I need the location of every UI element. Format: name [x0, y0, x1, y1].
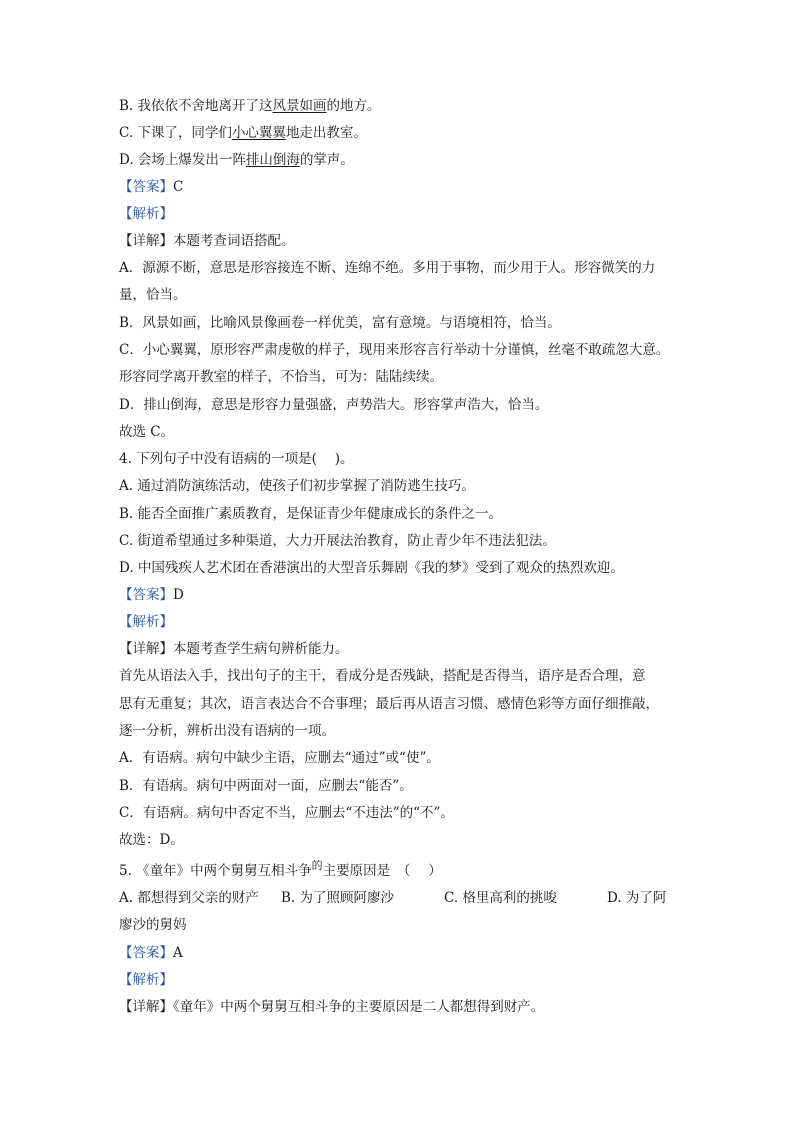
q5-stem: 5. 《童年》中两个舅舅互相斗争$^的$主要原因是 （ ） [119, 859, 442, 879]
q3-explanation-line: C．小心翼翼，原形容严肃虔敬的样子，现用来形容言行举动十分谨慎，丝毫不敢疏忽大意。 [119, 342, 670, 358]
q5-option-b: B. 为了照顾阿廖沙 [281, 890, 395, 906]
q3-explanation-line: A．源源不断，意思是形容接连不断、连绵不绝。多用于事物，而少用于人。形容微笑的力 [119, 260, 656, 276]
q3-option-d: D. 会场上爆发出一阵排山倒海的掌声。 [119, 152, 354, 168]
q4-option-b: B. 能否全面推广素质教育，是保证青少年健康成长的条件之一。 [119, 506, 503, 522]
answer-label: 【答案】 [119, 945, 173, 961]
q4-analysis-label: 【解析】 [119, 614, 173, 630]
q3-conclusion: 故选 C。 [119, 424, 175, 440]
q4-conclusion: 故选：D。 [119, 832, 184, 848]
q5-options-row [119, 888, 666, 908]
q4-explanation-line: 思有无重复；其次，语言表达合不合事理；最后再从语言习惯、感情色彩等方面仔细推敲， [119, 696, 659, 712]
q4-explanation-line: 逐一分析，辨析出没有语病的一项。 [119, 723, 335, 739]
q5-answer: 【答案】A [119, 945, 183, 961]
q3-detail: 【详解】本题考查词语搭配。 [119, 233, 295, 249]
q4-option-d: D. 中国残疾人艺术团在香港演出的大型音乐舞剧《我的梦》受到了观众的热烈欢迎。 [119, 560, 624, 576]
q4-option-a: A. 通过消防演练活动，使孩子们初步掌握了消防逃生技巧。 [119, 478, 475, 494]
q3-analysis-label: 【解析】 [119, 206, 173, 222]
q4-explanation-line: C．有语病。病句中否定不当，应删去“不违法”的“不”。 [119, 805, 454, 821]
q5-option-d-continued: 廖沙的舅妈 [119, 917, 187, 933]
q3-option-b: B. 我依依不舍地离开了这风景如画的地方。 [119, 98, 381, 114]
q3-answer: 【答案】C [119, 179, 184, 195]
detail-label: 【详解】 [119, 233, 173, 249]
q5-detail: 【详解】《童年》中两个舅舅互相斗争的主要原因是二人都想得到财产。 [119, 999, 545, 1015]
q3-explanation-line: B．风景如画，比喻风景像画卷一样优美，富有意境。与语境相符，恰当。 [119, 315, 561, 331]
answer-label: 【答案】 [119, 179, 173, 195]
answer-label: 【答案】 [119, 587, 173, 603]
detail-label: 【详解】 [119, 999, 173, 1015]
q3-explanation-line: D．排山倒海，意思是形容力量强盛，声势浩大。形容掌声浩大，恰当。 [119, 397, 549, 413]
q4-explanation-line: B．有语病。病句中两面对一面，应删去“能否”。 [119, 778, 413, 794]
q4-option-c: C. 街道希望通过多种渠道，大力开展法治教育，防止青少年不违法犯法。 [119, 533, 556, 549]
q5-option-a: A. 都想得到父亲的财产 [119, 890, 259, 906]
q4-answer: 【答案】D [119, 587, 184, 603]
q3-option-c: C. 下课了，同学们小心翼翼地走出教室。 [119, 125, 367, 141]
detail-label: 【详解】 [119, 641, 173, 657]
q4-explanation-line: A．有语病。病句中缺少主语，应删去“通过”或“使”。 [119, 750, 440, 766]
q5-analysis-label: 【解析】 [119, 972, 173, 988]
q4-explanation-line: 首先从语法入手，找出句子的主干，看成分是否残缺，搭配是否得当，语序是否合理，意 [119, 668, 646, 684]
q4-detail: 【详解】本题考查学生病句辨析能力。 [119, 641, 349, 657]
q5-option-d: D. 为了阿 [607, 890, 667, 906]
q3-explanation-line: 量，恰当。 [119, 287, 187, 303]
q5-option-c: C. 格里高利的挑唆 [444, 890, 557, 906]
q4-stem: 4. 下列句子中没有语病的一项是( )。 [119, 451, 354, 467]
q3-explanation-line: 形容同学离开教室的样子，不恰当，可为：陆陆续续。 [119, 369, 443, 385]
